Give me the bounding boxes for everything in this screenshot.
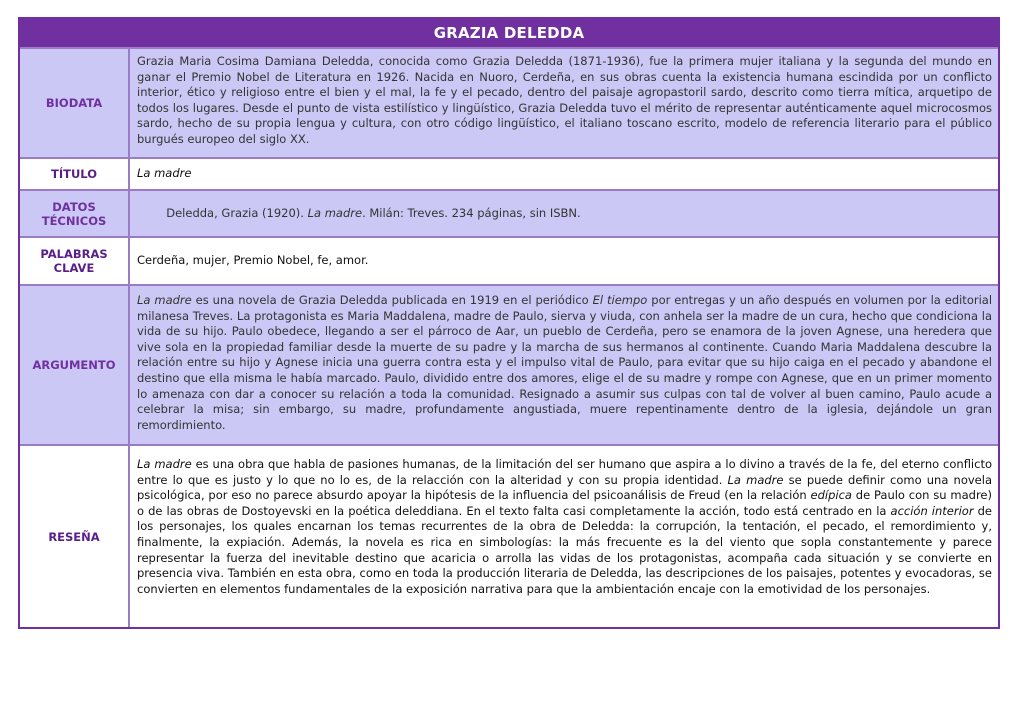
resena-part-4: se puede definir como una novela psicológica, por eso no parece absurdo apoyar la hipótesis de la influencia del psicoanálisis de Freud (en la relación xyxy=(137,472,992,503)
resena-part-2: es una obra que habla de pasiones humanas, de la limitación del ser humano que aspira a lo divino a través de la fe, del eterno conflicto entre lo que es justo y lo que no lo es, de la relacción con la alteridad y con su propia identidad. xyxy=(137,457,992,487)
row-argumento xyxy=(20,284,998,444)
argumento-book-title: La madre xyxy=(137,293,192,307)
book-title: La madre xyxy=(137,166,192,181)
datos-rest: . Milán: Treves. 234 páginas, sin ISBN. xyxy=(362,205,581,220)
row-palabras-clave xyxy=(20,236,998,284)
row-datos-tecnicos xyxy=(20,189,998,236)
row-biodata xyxy=(20,49,998,157)
label-resena: RESEÑA xyxy=(20,446,130,627)
resena-text xyxy=(130,446,998,627)
resena-part-8: de los personajes, los quales encarnan los temas recurrentes de la obra de Deledda: la corrupción, la tentación, el pecado, el remordimiento y, finalmente, la expiación. Además, la novela es rica en simbologías: la más frecuente es la del viento que sopla constantemente y parece representar la fuerza del inevitable destino que acaricia o arrolla las vidas de los protagonistas, acompaña cada situación y se convierte en presencia viva. También en esta obra, como en toda la producción literaria de Deledda, las descripciones de los paisajes, potentes y evocadoras, se convierten en elementos fundamentales de la exposición narrativa para que la ambientación encaje con la emotividad de los personajes. xyxy=(137,503,993,596)
argumento-part-4: por entregas y un año después en volumen por la editorial milanesa Treves. La protagonista es Maria Maddalena, madre de Paulo, sierva y viuda, con anhela ser la madre de un cura, hecho que condiciona la vida de su hijo. Paulo obedece, llegando a ser el párroco de Aar, un pueblo de Cerdeña, pero se enamora de la joven Agnese, una heredera que vive sola en la propiedad familiar desde la muerte de su padre y la marcha de sus hermanos al continente. Cuando Maria Maddalena descubre la relación entre su hijo y Agnese inicia una guerra contra esta y el impulso vital de Paulo, para evitar que su hijo caiga en el pecado y abandone el destino que ella misma le había marcado. Paulo, dividido entre dos amores, elige el de su madre y rompe con Agnese, que en un primer momento lo amenaza con dar a conocer su relación a toda la comunidad. Resignado a asumir sus culpas con tal de volver al buen camino, Paulo acude a celebrar la misa; sin embargo, su madre, profundamente angustiada, muere repentinamente dentro de la iglesia, dejándole un gran remordimiento. xyxy=(137,293,993,432)
label-titulo: TÍTULO xyxy=(20,159,130,189)
argumento-part-2: es una novela de Grazia Deledda publicada en 1919 en el periódico xyxy=(191,293,593,307)
row-titulo xyxy=(20,157,998,189)
table-title: GRAZIA DELEDDA xyxy=(20,19,998,49)
resena-part-6: de Paulo con su madre) o de las obras de Dostoyevski en la poética deleddiana. En el texto falta casi completamente la acción, todo está centrado en la xyxy=(137,488,992,518)
datos-author: Deledda, Grazia (1920). xyxy=(166,205,308,220)
label-biodata: BIODATA xyxy=(20,49,130,157)
resena-edipica: edípica xyxy=(810,488,852,503)
label-datos-tecnicos: DATOS TÉCNICOS xyxy=(20,191,130,236)
row-resena xyxy=(20,444,998,627)
biodata-text: Grazia Maria Cosima Damiana Deledda, conocida como Grazia Deledda (1871-1936), fue la primera mujer italiana y la segunda del mundo en ganar el Premio Nobel de Literatura en 1926. Nacida en Nuoro, Cerdeña, en sus obras cuenta la existencia humana escindida por un conflicto interior, ético y religioso entre el bien y el mal, la fe y el pecado, dentro del paisaje agropastoril sardo, descrito como tierra mítica, arquetipo de todos los lugares. Desde el punto de vista estilístico y lingüístico, Grazia Deledda tuvo el mérito de representar auténticamente aquel microcosmos sardo, hecho de su propia lengua y cultura, con otro código lingüístico, el italiano toscano escrito, modelo de referencia literario para el público burgués europeo del siglo XX. xyxy=(137,54,992,146)
label-palabras-clave: PALABRAS CLAVE xyxy=(20,238,130,284)
palabras-text: Cerdeña, mujer, Premio Nobel, fe, amor. xyxy=(137,253,369,268)
book-record-table xyxy=(18,17,1000,629)
datos-book: La madre xyxy=(307,205,363,220)
datos-text xyxy=(130,191,998,236)
resena-book-title-1: La madre xyxy=(137,457,192,471)
label-argumento: ARGUMENTO xyxy=(20,286,130,444)
resena-accion-interior: acción interior xyxy=(890,503,974,518)
argumento-newspaper: El tiempo xyxy=(592,293,648,307)
resena-book-title-2: La madre xyxy=(727,472,784,487)
titulo-text xyxy=(130,159,998,189)
argumento-text xyxy=(130,286,998,444)
